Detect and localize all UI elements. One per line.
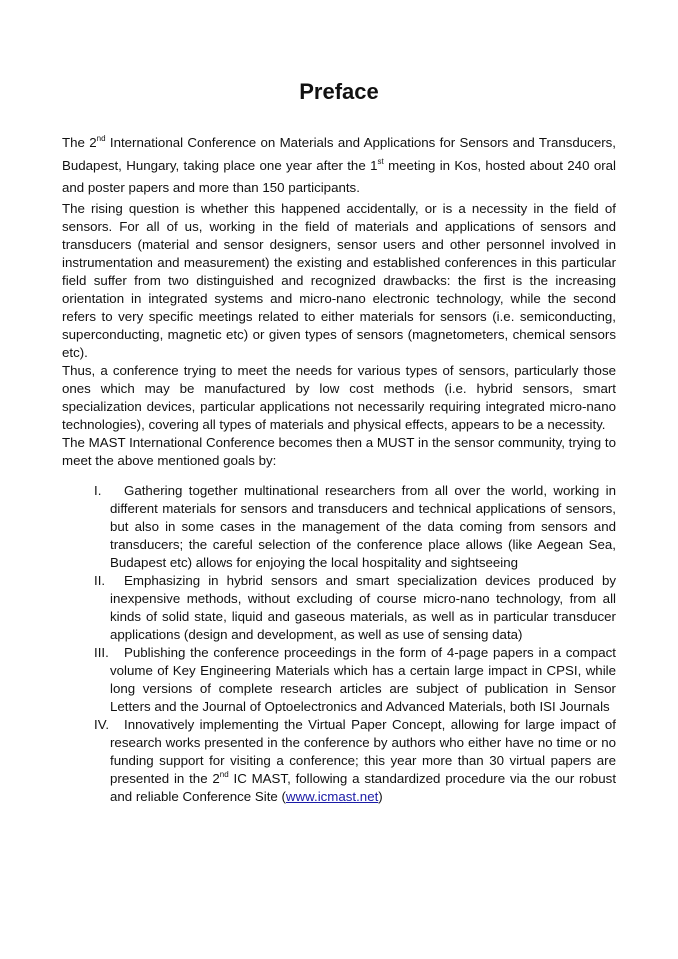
goal-text: Gathering together multinational researchers from all over the world, working in different materials for sensors and transducers and technical applications of sensors, but also in some cases in the management of the data coming from sensors and transducers; the careful selection of the conference place allows (like Aegean Sea, Budapest etc) allows for enjoying the local hospitality and sightseeing: [110, 482, 616, 570]
goals-list: [62, 482, 616, 806]
superscript: nd: [219, 769, 229, 779]
goal-item: [62, 572, 616, 644]
text: Innovatively implementing the Virtual Paper Concept, allowing for large impact of research works presented in the conference by authors who either have no time or no funding support for visiting a conference; this year more than 30 virtual papers are presented in the 2: [110, 716, 616, 786]
goal-item: [62, 482, 616, 572]
question-paragraph: The rising question is whether this happened accidentally, or is a necessity in the field of sensors. For all of us, working in the field of materials and applications of sensors and transducers (material and sensor designers, sensor users and other personnel involved in instrumentation and measurement) the existing and established conferences in this particular field suffer from two distinguished and recognized drawbacks: the first is the increasing orientation in integrated systems and micro-nano electronic technology, while the second refers to very specific meetings related to either materials for sensors (i.e. semiconducting, superconducting, magnetic etc) or given types of sensors (magnetometers, chemical sensors etc).: [62, 200, 616, 360]
goal-text: Publishing the conference proceedings in the form of 4-page papers in a compact volume of Key Engineering Materials which has a certain large impact in CPSI, while long versions of complete research articles are subject of publication in Sensor Letters and the Journal of Optoelectronics and Advanced Materials, both ISI Journals: [110, 644, 616, 714]
text: International Conference on Materials and Applications for Sensors and Transducers, Budapest, Hungary, taking place one year after the 1: [62, 135, 616, 173]
goal-number: II.: [94, 572, 106, 588]
goal-item: [62, 716, 616, 806]
goal-number: IV.: [94, 716, 110, 732]
text: IC MAST, following a standardized procedure via the our robust and reliable Conference Site (: [110, 770, 617, 804]
preface-body: [62, 132, 616, 806]
goal-text: Emphasizing in hybrid sensors and smart specialization devices produced by inexpensive methods, without excluding of course micro-nano technology, from all kinds of solid state, liquid and gaseous materials, as well as in particular transducer applications (design and development, as well as use of sensing data): [110, 572, 616, 642]
text: ): [378, 788, 383, 804]
text: The 2: [62, 135, 97, 150]
mast-goals-paragraph: The MAST International Conference becomes then a MUST in the sensor community, trying to meet the above mentioned goals by:: [62, 434, 616, 468]
goal-number: I.: [94, 482, 102, 498]
goal-text: [110, 716, 616, 806]
goal-number: III.: [94, 644, 109, 660]
conference-site-link[interactable]: www.icmast.net: [285, 788, 379, 804]
conference-need-paragraph: Thus, a conference trying to meet the needs for various types of sensors, particularly those ones which may be manufactured by low cost methods (i.e. hybrid sensors, smart specialization devices, particular applications not necessarily requiring integrated micro-nano technologies), covering all types of materials and physical effects, appears to be a necessity.: [62, 362, 616, 432]
superscript: st: [377, 156, 384, 166]
page-title: Preface: [299, 79, 379, 104]
superscript: nd: [96, 134, 106, 143]
goal-item: [62, 644, 616, 716]
intro-paragraph: [62, 132, 616, 200]
text: meeting in Kos, hosted about 240 oral and poster papers and more than 150 participants.: [62, 157, 616, 195]
